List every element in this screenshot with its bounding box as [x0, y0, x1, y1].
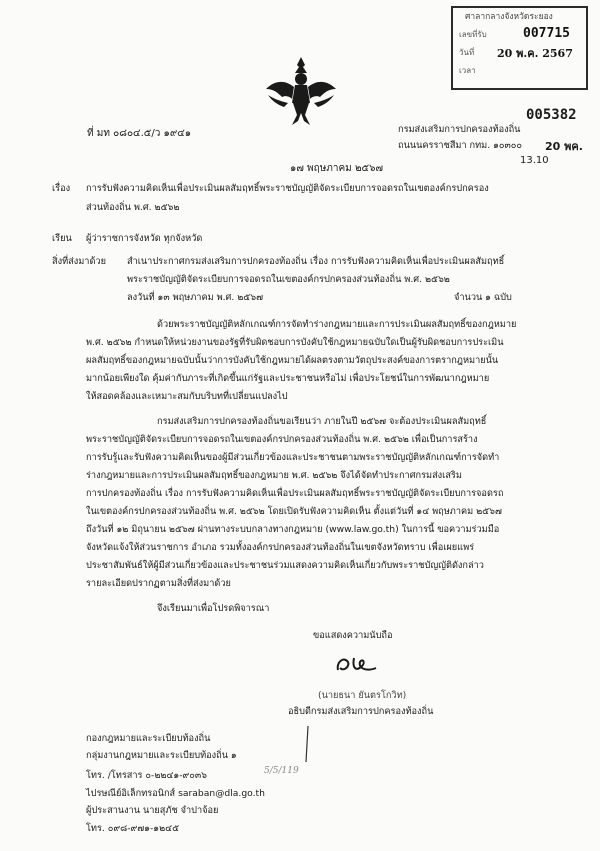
attachment-line-3: ลงวันที่ ๑๓ พฤษภาคม พ.ศ. ๒๕๖๗: [127, 292, 263, 303]
salutation: ขอแสดงความนับถือ: [313, 630, 393, 641]
signer-name: (นายธนา ยันตรโกวิท): [318, 690, 407, 701]
para2-line-3: การรับรู้และรับฟังความคิดเห็นของผู้มีส่วนเกี่ยวข้องและประชาชนตามพระราชบัญญัติหลักเกณฑ์การจัดทำ: [86, 452, 500, 463]
receipt-stamp: [451, 6, 588, 90]
to-text: ผู้ว่าราชการจังหวัด ทุกจังหวัด: [86, 233, 203, 244]
subject-label: เรื่อง: [52, 183, 71, 194]
attachment-line-2: พระราชบัญญัติจัดระเบียบการจอดรถในเขตองค์กรปกครองส่วนท้องถิ่น พ.ศ. ๒๕๖๒: [127, 274, 450, 285]
to-label: เรียน: [52, 233, 72, 244]
footer-line-6: โทร. ๐๙๘-๙๗๑-๑๒๔๕: [86, 823, 180, 834]
para2-line-8: จังหวัดแจ้งให้ส่วนราชการ อำเภอ รวมทั้งองค์กรปกครองส่วนท้องถิ่นในเขตจังหวัดทราบ เพื่อเผยแพร่: [86, 542, 475, 553]
dept-stamp-number: 005382: [526, 107, 577, 123]
footer-line-3: โทร. /โทรสาร ๐-๒๒๔๑-๙๐๓๖: [86, 770, 207, 781]
handwritten-mark: [298, 724, 318, 764]
receipt-date-label: วันที่: [459, 48, 475, 57]
footer-line-2: กลุ่มงานกฎหมายและระเบียบท้องถิ่น ๑: [86, 750, 237, 761]
para1-line-1: ด้วยพระราชบัญญัติหลักเกณฑ์การจัดทำร่างกฎหมายและการประเมินผลสัมฤทธิ์ของกฎหมาย: [157, 319, 517, 330]
subject-line-1: การรับฟังความคิดเห็นเพื่อประเมินผลสัมฤทธิ์พระราชบัญญัติจัดระเบียบการจอดรถในเขตองค์กรปกครอง: [86, 183, 489, 194]
receipt-time-label: เวลา: [459, 66, 476, 75]
garuda-emblem-icon: [264, 55, 338, 129]
dept-stamp-time: 13.10: [520, 155, 549, 166]
footer-line-5: ผู้ประสานงาน นายสุภัช จำปาจ้อย: [86, 805, 219, 816]
receipt-stamp-title: ศาลากลางจังหวัดระยอง: [465, 12, 553, 22]
para1-line-3: ผลสัมฤทธิ์ของกฎหมายฉบับนั้นว่าการบังคับใช้กฎหมายได้ผลตรงตามวัตถุประสงค์ของการตรากฎหมายนั้น: [86, 355, 499, 366]
closing-request: จึงเรียนมาเพื่อโปรดพิจารณา: [157, 603, 270, 614]
receipt-no-label: เลขที่รับ: [459, 30, 487, 39]
attachment-line-1: สำเนาประกาศกรมส่งเสริมการปกครองท้องถิ่น เรื่อง การรับฟังความคิดเห็นเพื่อประเมินผลสัมฤทธิ์: [127, 256, 505, 267]
reference-number: ที่ มท ๐๘๐๔.๕/ว ๑๙๔๑: [87, 128, 192, 139]
dept-stamp-date: 20 พค.: [545, 140, 583, 153]
signer-title: อธิบดีกรมส่งเสริมการปกครองท้องถิ่น: [288, 706, 434, 717]
footer-line-4: ไปรษณีย์อิเล็กทรอนิกส์ saraban@dla.go.th: [86, 788, 265, 799]
para1-line-4: มากน้อยเพียงใด คุ้มค่ากับภาระที่เกิดขึ้นแก่รัฐและประชาชนหรือไม่ เพื่อประโยชน์ในการพัฒนากฎหมาย: [86, 373, 490, 384]
handwritten-note: 5/5/119: [264, 766, 299, 776]
para2-line-2: พระราชบัญญัติจัดระเบียบการจอดรถในเขตองค์กรปกครองส่วนท้องถิ่น พ.ศ. ๒๕๖๒ เพื่อเป็นการสร้าง: [86, 434, 478, 445]
signature-mark: [332, 648, 386, 678]
letter-date: ๑๗ พฤษภาคม ๒๕๖๗: [290, 163, 383, 174]
para2-line-1: กรมส่งเสริมการปกครองท้องถิ่นขอเรียนว่า ภายในปี ๒๕๖๗ จะต้องประเมินผลสัมฤทธิ์: [157, 416, 487, 427]
subject-line-2: ส่วนท้องถิ่น พ.ศ. ๒๕๖๒: [86, 202, 180, 213]
attachment-quantity: จำนวน ๑ ฉบับ: [454, 292, 512, 303]
para2-line-9: ประชาสัมพันธ์ให้ผู้มีส่วนเกี่ยวข้องและประชาชนร่วมแสดงความคิดเห็นเกี่ยวกับพระราชบัญญัติดังกล่าว: [86, 560, 484, 571]
para2-line-7: ถึงวันที่ ๑๒ มิถุนายน ๒๕๖๗ ผ่านทางระบบกลางทางกฎหมาย (www.law.go.th) ในการนี้ ขอความร่วมมือ: [86, 524, 500, 535]
para2-line-10: รายละเอียดปรากฏตามสิ่งที่ส่งมาด้วย: [86, 578, 231, 589]
para1-line-5: ให้สอดคล้องและเหมาะสมกับบริบทที่เปลี่ยนแปลงไป: [86, 391, 288, 402]
attachment-label: สิ่งที่ส่งมาด้วย: [52, 256, 106, 267]
dept-stamp-name: กรมส่งเสริมการปกครองท้องถิ่น: [398, 124, 521, 135]
para2-line-4: ร่างกฎหมายและการประเมินผลสัมฤทธิ์ของกฎหมาย พ.ศ. ๒๕๖๒ จึงได้จัดทำประกาศกรมส่งเสริม: [86, 470, 462, 481]
para2-line-5: การปกครองท้องถิ่น เรื่อง การรับฟังความคิดเห็นเพื่อประเมินผลสัมฤทธิ์พระราชบัญญัติจัดระเบียบการจอดรถ: [86, 488, 504, 499]
footer-line-1: กองกฎหมายและระเบียบท้องถิ่น: [86, 733, 211, 744]
receipt-no-value: 007715: [523, 26, 570, 41]
para2-line-6: ในเขตองค์กรปกครองส่วนท้องถิ่น พ.ศ. ๒๕๖๒ โดยเปิดรับฟังความคิดเห็น ตั้งแต่วันที่ ๑๔ พฤษภาคม ๒๕๖๗: [86, 506, 502, 517]
para1-line-2: พ.ศ. ๒๕๖๒ กำหนดให้หน่วยงานของรัฐที่รับผิดชอบการบังคับใช้กฎหมายฉบับใดเป็นผู้รับผิดชอบการประเมิน: [86, 337, 504, 348]
dept-stamp-address: ถนนนครราชสีมา กทม. ๑๐๓๐๐: [398, 140, 523, 151]
receipt-date-value: 20 พ.ค. 2567: [497, 47, 573, 60]
